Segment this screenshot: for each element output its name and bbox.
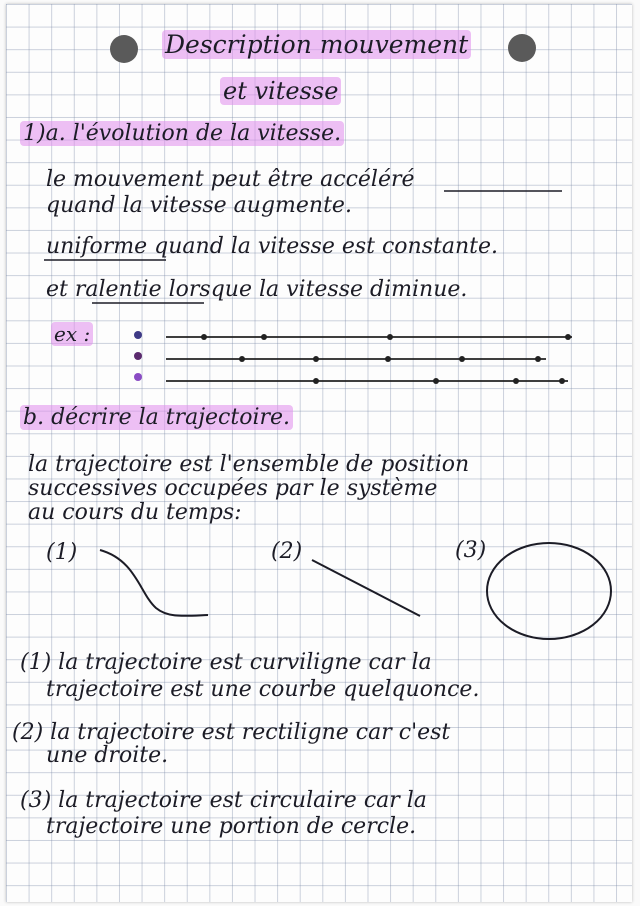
grid-paper-page xyxy=(6,4,632,902)
straight-line-icon xyxy=(312,560,420,616)
conclusion-1-line-1: (1) la trajectoire est curviligne car la xyxy=(20,650,432,675)
figure-label-3: (3) xyxy=(455,538,487,563)
position-point xyxy=(387,334,393,340)
position-point xyxy=(513,378,519,384)
position-point xyxy=(433,378,439,384)
example-label: ex : xyxy=(51,324,93,344)
title-line-1: Description mouvement xyxy=(162,32,471,57)
position-point xyxy=(459,356,465,362)
drawings xyxy=(6,4,632,902)
example-row-3 xyxy=(134,373,568,384)
figure-label-1: (1) xyxy=(46,540,78,565)
position-point xyxy=(313,378,319,384)
position-point xyxy=(385,356,391,362)
conclusion-1-line-2: trajectoire est une courbe quelquonce. xyxy=(46,677,480,702)
position-point xyxy=(313,356,319,362)
conclusion-2-line-1: (2) la trajectoire est rectiligne car c'est xyxy=(12,720,451,745)
text-line: et ralentie lorsque la vitesse diminue. xyxy=(46,277,468,302)
text-line: le mouvement peut être accéléré xyxy=(46,167,415,192)
position-point xyxy=(239,356,245,362)
marker-dot xyxy=(134,352,142,360)
text-line: au cours du temps: xyxy=(28,500,242,525)
curve-icon xyxy=(100,550,208,616)
example-row-1 xyxy=(134,331,572,340)
circle-icon xyxy=(487,543,611,639)
position-point xyxy=(535,356,541,362)
title-line-2: et vitesse xyxy=(220,79,341,103)
marker-dot xyxy=(134,331,142,339)
position-point xyxy=(261,334,267,340)
position-point xyxy=(201,334,207,340)
example-row-2 xyxy=(134,352,546,362)
section-a-heading: 1)a. l'évolution de la vitesse. xyxy=(20,123,344,145)
conclusion-3-line-2: trajectoire une portion de cercle. xyxy=(46,814,417,839)
text-line: successives occupées par le système xyxy=(28,476,438,501)
figure-label-2: (2) xyxy=(271,539,303,564)
section-b-heading: b. décrire la trajectoire. xyxy=(20,407,293,429)
text-line: la trajectoire est l'ensemble de position xyxy=(28,452,470,477)
text-line: quand la vitesse augmente. xyxy=(46,193,352,218)
text-line: uniforme quand la vitesse est constante. xyxy=(46,234,498,259)
conclusion-2-line-2: une droite. xyxy=(46,743,169,768)
position-point xyxy=(559,378,565,384)
conclusion-3-line-1: (3) la trajectoire est circulaire car la xyxy=(20,788,427,813)
marker-dot xyxy=(134,373,142,381)
position-point xyxy=(565,334,571,340)
